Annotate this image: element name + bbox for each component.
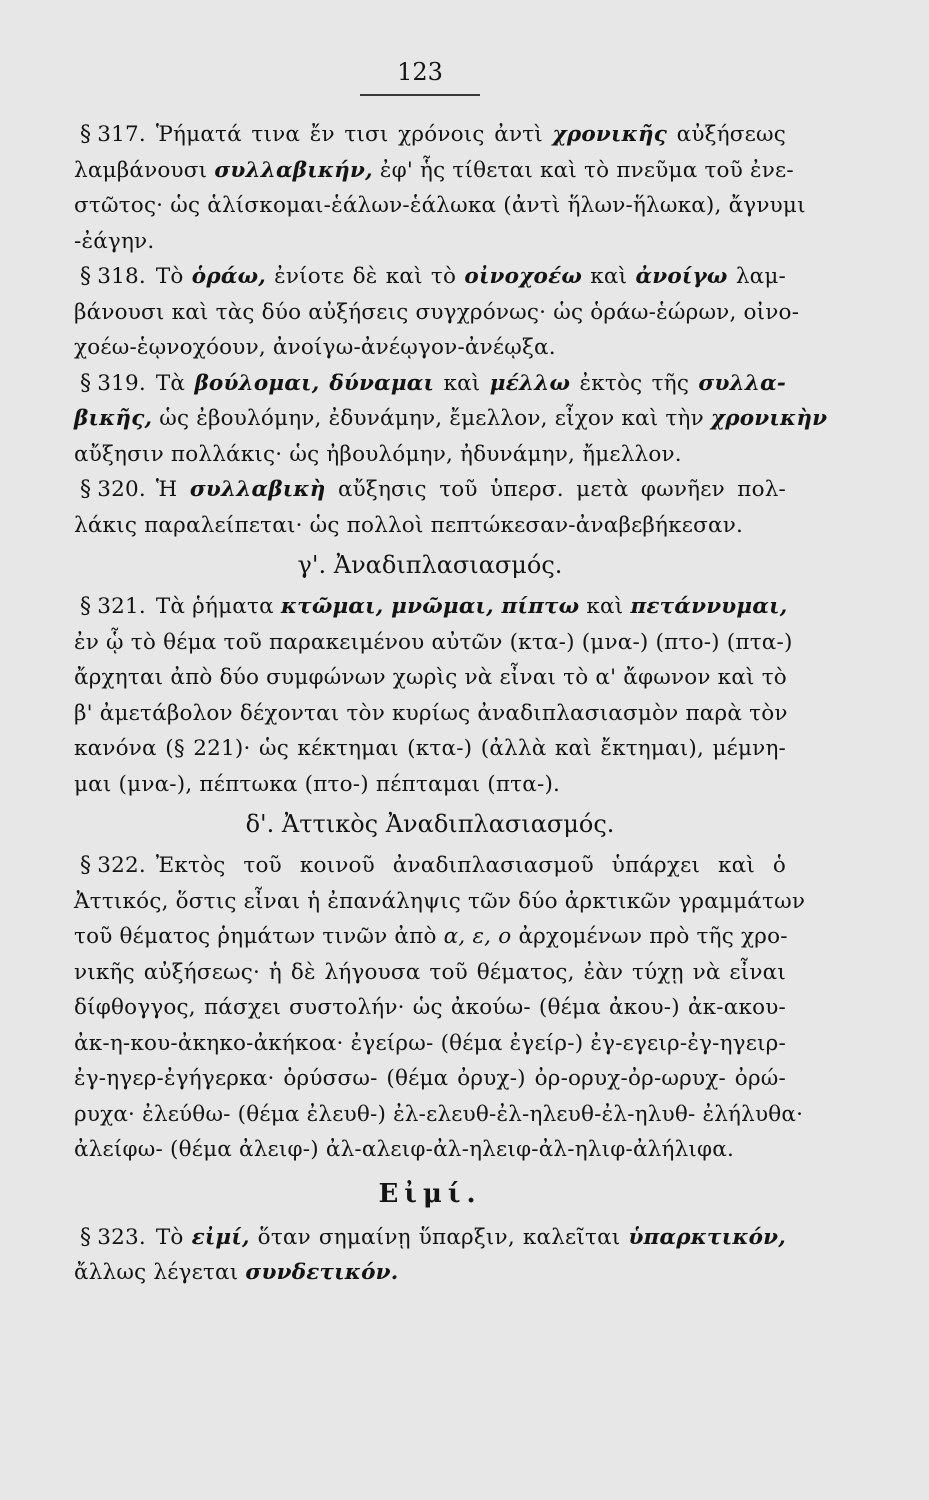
section-323-line-1: [74, 1220, 786, 1256]
section-number: 317.: [97, 122, 146, 147]
section-sign: §: [80, 594, 92, 619]
text-run: ὅταν σημαίνῃ ὕπαρξιν, καλεῖται: [257, 1224, 621, 1250]
text-run: ἐφ' ἧς τίθεται καὶ τὸ πνεῦμα τοῦ ἐνε-: [379, 157, 794, 183]
emphasis-run: πετάννυμαι,: [630, 594, 788, 619]
emphasis-run: ὁράω,: [191, 264, 266, 289]
section-number: 320.: [97, 477, 146, 502]
section-sign: §: [80, 853, 92, 878]
section-321-line-4: β' ἀμετάβολον δέχονται τὸν κυρίως ἀναδιπλασιασμὸν παρὰ τὸν: [74, 700, 788, 726]
section-319-line-1: [74, 366, 786, 402]
section-321-line-3: ἄρχηται ἀπὸ δύο συμφώνων χωρὶς νὰ εἶναι τὸ α' ἄφωνον καὶ τὸ: [74, 665, 787, 690]
emphasis-run: α, ε, ο: [443, 924, 512, 949]
emphasis-run: οἰνοχοέω: [464, 264, 583, 289]
section-322-line-2: Ἀττικός, ὅστις εἶναι ἡ ἐπανάληψις τῶν δύο ἀρκτικῶν γραμμάτων: [74, 888, 806, 914]
section-322-line-1: [74, 848, 786, 884]
text-run: Τὰ: [155, 370, 186, 396]
section-319: [74, 366, 828, 473]
text-run: Ἐκτὸς τοῦ κοινοῦ ἀναδιπλασιασμοῦ ὑπάρχει καὶ ὁ: [155, 853, 786, 878]
section-322-line-3: [74, 919, 786, 955]
emphasis-run: συλλαβικήν,: [214, 157, 373, 183]
emphasis-run: συνδετικόν.: [245, 1260, 399, 1285]
text-run: ἀρχομένων πρὸ τῆς χρο-: [518, 924, 788, 949]
emphasis-run: χρονικὴν: [710, 406, 828, 431]
section-number: 322.: [97, 853, 146, 878]
emphasis-run: ὑπαρκτικόν,: [628, 1224, 786, 1250]
section-320: [74, 472, 786, 543]
section-317-line-1: [74, 117, 786, 153]
section-321-line-2: ἐν ᾧ τὸ θέμα τοῦ παρακειμένου αὐτῶν (κτα-) (μνα-) (πτο-) (πτα-): [74, 629, 793, 655]
emphasis-run: βούλομαι, δύναμαι: [194, 370, 435, 396]
text-run: Τὸ: [155, 1224, 184, 1250]
section-318-line-1: [74, 259, 786, 295]
section-number: 318.: [97, 264, 146, 289]
section-322-line-8: ρυχα· ἐλεύθω- (θέμα ἐλευθ-) ἐλ-ελευθ-ἐλ-ηλευθ-ἐλ-ηλυθ- ἐλήλυθα·: [74, 1101, 804, 1127]
section-322-line-6: ἀκ-η-κου-ἀκηκο-ἀκήκοα· ἐγείρω- (θέμα ἐγείρ-) ἐγ-εγειρ-ἐγ-ηγειρ-: [74, 1030, 786, 1056]
page-body: [74, 117, 828, 1291]
emphasis-run: χρονικῆς: [552, 122, 668, 147]
section-321-line-6: μαι (μνα-), πέπτωκα (πτο-) πέπταμαι (πτα-).: [74, 771, 561, 797]
section-322-line-9: ἀλείφω- (θέμα ἀλειφ-) ἀλ-αλειφ-ἀλ-ηλειφ-ἀλ-ηλιφ-ἀλήλιφα.: [74, 1137, 735, 1162]
section-322-line-7: ἐγ-ηγερ-ἐγήγερκα· ὀρύσσω- (θέμα ὀρυχ-) ὀρ-ορυχ-ὀρ-ωρυχ- ὀρώ-: [74, 1066, 786, 1091]
emphasis-run: εἰμί,: [191, 1224, 250, 1250]
page-number: 123: [397, 58, 443, 86]
section-sign: §: [80, 477, 92, 502]
section-322: [74, 848, 806, 1168]
section-321-line-1: [74, 589, 786, 625]
text-run: Τὰ ῥήματα: [155, 594, 274, 619]
section-number: 323.: [97, 1224, 146, 1250]
section-number: 319.: [97, 370, 146, 396]
section-323: [74, 1220, 786, 1291]
text-run: Ῥήματά τινα ἔν τισι χρόνοις ἀντὶ: [155, 122, 543, 147]
section-319-line-2: [74, 401, 828, 437]
text-run: αὔξησις τοῦ ὑπερσ. μετὰ φωνῆεν πολ-: [337, 477, 786, 502]
emphasis-run: ἀνοίγω: [635, 264, 728, 289]
section-number: 321.: [97, 594, 146, 619]
text-run: καὶ: [443, 370, 481, 396]
text-run: Ἡ: [155, 477, 178, 502]
section-317-line-4: -ἐάγην.: [74, 228, 155, 254]
section-sign: §: [80, 1224, 92, 1250]
page-number-rule: [360, 94, 480, 96]
subheading-delta: δ'. Ἀττικὸς Ἀναδιπλασιασμός.: [245, 810, 615, 838]
section-sign: §: [80, 122, 92, 147]
emphasis-run: μέλλω: [489, 370, 571, 396]
section-320-line-1: [74, 472, 786, 508]
text-run: καὶ: [586, 594, 624, 619]
section-320-line-2: λάκις παραλείπεται· ὡς πολλοὶ πεπτώκεσαν-ἀναβεβήκεσαν.: [74, 512, 744, 538]
emphasis-run: βικῆς,: [74, 406, 153, 431]
text-run: αὐξήσεως: [676, 122, 786, 147]
section-318-line-2: βάνουσι καὶ τὰς δύο αὐξήσεις συγχρόνως· ὡς ὁράω-ἑώρων, οἰνο-: [74, 299, 800, 325]
section-317-line-3: στῶτος· ὡς ἁλίσκομαι-ἑάλων-ἑάλωκα (ἀντὶ ἥλων-ἥλωκα), ἄγνυμι: [74, 193, 806, 218]
emphasis-run: συλλα-: [698, 370, 786, 396]
section-321-line-5: κανόνα (§ 221)· ὡς κέκτημαι (κτα-) (ἀλλὰ καὶ ἔκτημαι), μέμνη-: [74, 736, 786, 761]
text-run: τοῦ θέματος ῥημάτων τινῶν ἀπὸ: [74, 924, 437, 949]
emphasis-run: κτῶμαι, μνῶμαι, πίπτω: [280, 594, 580, 619]
section-317: [74, 117, 806, 259]
section-322-line-5: δίφθογγος, πάσχει συστολήν· ὡς ἀκούω- (θέμα ἀκου-) ἀκ-ακου-: [74, 995, 786, 1020]
text-run: ὡς ἐβουλόμην, ἐδυνάμην, ἔμελλον, εἶχον καὶ τὴν: [159, 406, 704, 431]
section-sign: §: [80, 264, 92, 289]
heading-eimi: Εἰμί.: [378, 1178, 482, 1209]
subheading-gamma: γ'. Ἀναδιπλασιασμός.: [297, 551, 563, 579]
text-run: ἐνίοτε δὲ καὶ τὸ: [274, 264, 457, 289]
section-322-line-4: νικῆς αὐξήσεως· ἡ δὲ λήγουσα τοῦ θέματος, ἐὰν τύχῃ νὰ εἶναι: [74, 959, 786, 985]
section-sign: §: [80, 370, 92, 396]
section-323-line-2: [74, 1255, 786, 1291]
section-321: [74, 589, 793, 802]
section-318-line-3: χοέω-ἑῳνοχόουν, ἀνοίγω-ἀνέῳγον-ἀνέῳξα.: [74, 335, 556, 360]
text-run: λαμ-: [735, 264, 786, 289]
section-317-line-2: [74, 153, 794, 189]
section-318: [74, 259, 800, 366]
emphasis-run: συλλαβικὴ: [189, 477, 326, 502]
text-run: ἄλλως λέγεται: [74, 1260, 239, 1285]
text-run: ἐκτὸς τῆς: [579, 370, 690, 396]
section-319-line-3: αὔξησιν πολλάκις· ὡς ἠβουλόμην, ἠδυνάμην, ἤμελλον.: [74, 441, 682, 467]
text-run: λαμβάνουσι: [74, 157, 208, 183]
text-run: καὶ: [590, 264, 628, 289]
text-run: Τὸ: [155, 264, 184, 289]
